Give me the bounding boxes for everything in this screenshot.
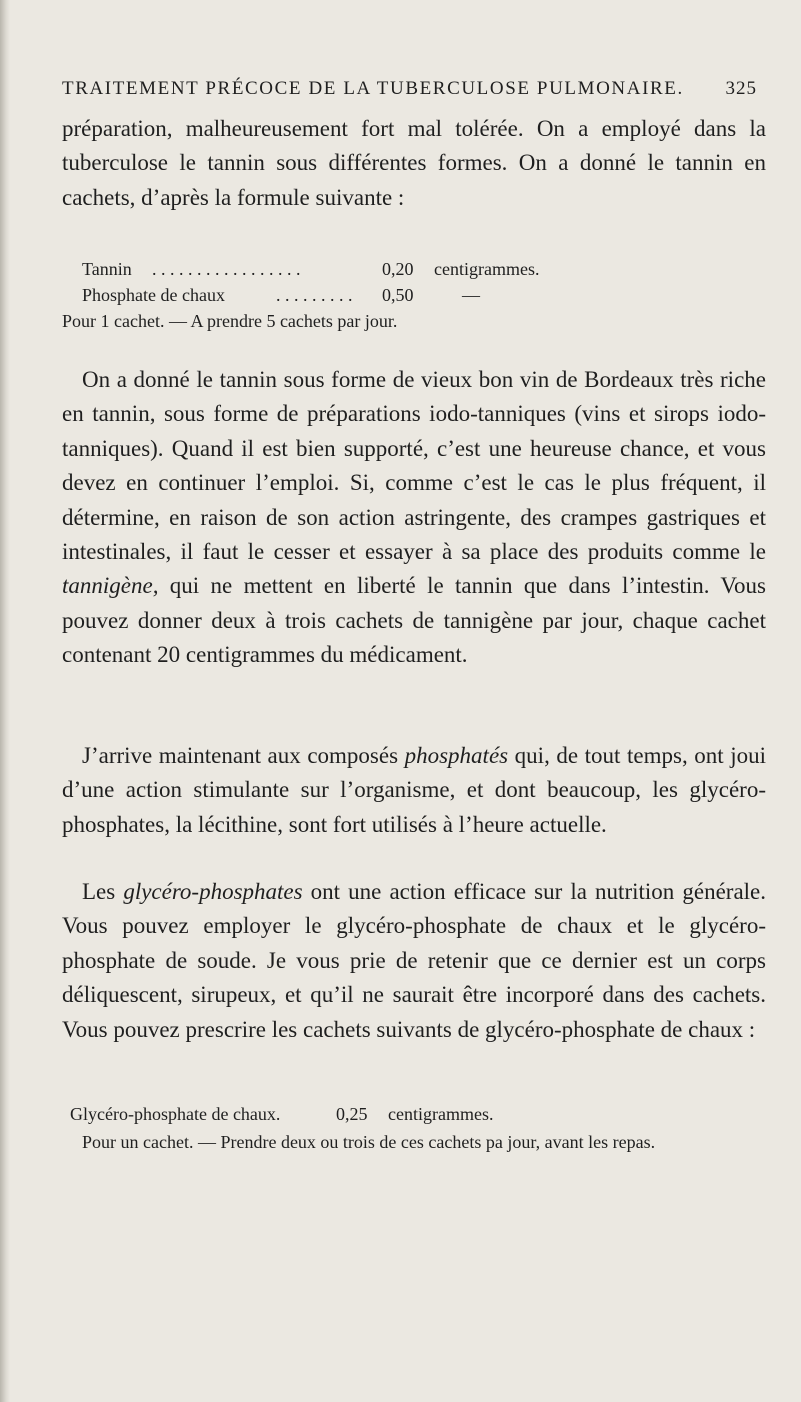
italic-term: glycéro-phosphates: [123, 879, 303, 904]
paragraph-tannin-intro: préparation, malheureusement fort mal tolérée. On a employé dans la tuberculose le tannin sous différentes formes. On a donné le tannin en cachets, d’après la formule suivante :: [62, 116, 766, 210]
ingredient-unit: centigrammes.: [434, 259, 540, 279]
page-header: [0, 78, 801, 104]
leader-dots: . . . . . . . . . . . . . . . . .: [152, 259, 301, 279]
running-head: TRAITEMENT PRÉCOCE DE LA TUBERCULOSE PULMONAIRE.: [62, 78, 684, 99]
italic-term: phosphatés: [404, 743, 509, 768]
ingredient-quantity: 0,50: [382, 285, 414, 305]
paragraph-tannin-forms: On a donné le tannin sous forme de vieux bon vin de Bordeaux très riche en tannin, sous forme de préparations iodo-tanniques (vins et sirops iodo-tanniques). Quand il est bien supporté, c’est une heureuse chance, et vous devez en continuer l’emploi. Si, comme c’est le cas le plus fréquent, il détermine, en raison de son action astringente, des crampes gastriques et intestinales, il faut le cesser et essayer à sa place des produits comme le tannigène, qui ne mettent en liberté le tannin que dans l’intestin. Vous pouvez donner deux à trois cachets de tannigène par jour, chaque cachet contenant 20 centigrammes du médicament.: [62, 367, 766, 668]
formula-note: Pour 1 cachet. — A prendre 5 cachets par jour.: [62, 311, 398, 331]
formula-row: [62, 282, 766, 308]
page-number: 325: [725, 78, 757, 99]
leader-dots: . . . . . . . . .: [276, 285, 353, 305]
paragraph-glycerophosphates: Les glycéro-phosphates ont une action efficace sur la nutrition générale. Vous pouvez employer le glycéro-phosphate de chaux et le glycéro-phosphate de soude. Je vous prie de retenir que ce dernier est un corps déliquescent, sirupeux, et qu’il ne saurait être incorporé dans des cachets. Vous pouvez prescrire les cachets suivants de glycéro-phosphate de chaux :: [62, 879, 766, 1042]
formula-glycerophosphate-cachet: [62, 1101, 766, 1155]
paragraph-phosphates: J’arrive maintenant aux composés phosphatés qui, de tout temps, ont joui d’une action stimulante sur l’organisme, et dont beaucoup, les glycéro-phosphates, la lécithine, sont fort utilisés à l’heure actuelle.: [62, 743, 766, 837]
ingredient-unit: —: [462, 285, 480, 305]
ingredient-name: Tannin: [82, 259, 132, 279]
formula-tannin-cachet: [62, 256, 766, 334]
formula-row: [62, 256, 766, 282]
formula-note: Pour un cachet. — Prendre deux ou trois de ces cachets pa jour, avant les repas.: [82, 1132, 656, 1152]
ingredient-name: Glycéro-phosphate de chaux.: [70, 1104, 281, 1124]
ingredient-unit: centigrammes.: [388, 1104, 494, 1124]
formula-row: [62, 1101, 766, 1127]
page-binding-edge: [0, 0, 10, 1402]
ingredient-quantity: 0,20: [382, 259, 414, 279]
ingredient-quantity: 0,25: [336, 1104, 368, 1124]
italic-term: tannigène,: [62, 573, 159, 599]
ingredient-name: Phosphate de chaux: [82, 285, 225, 305]
